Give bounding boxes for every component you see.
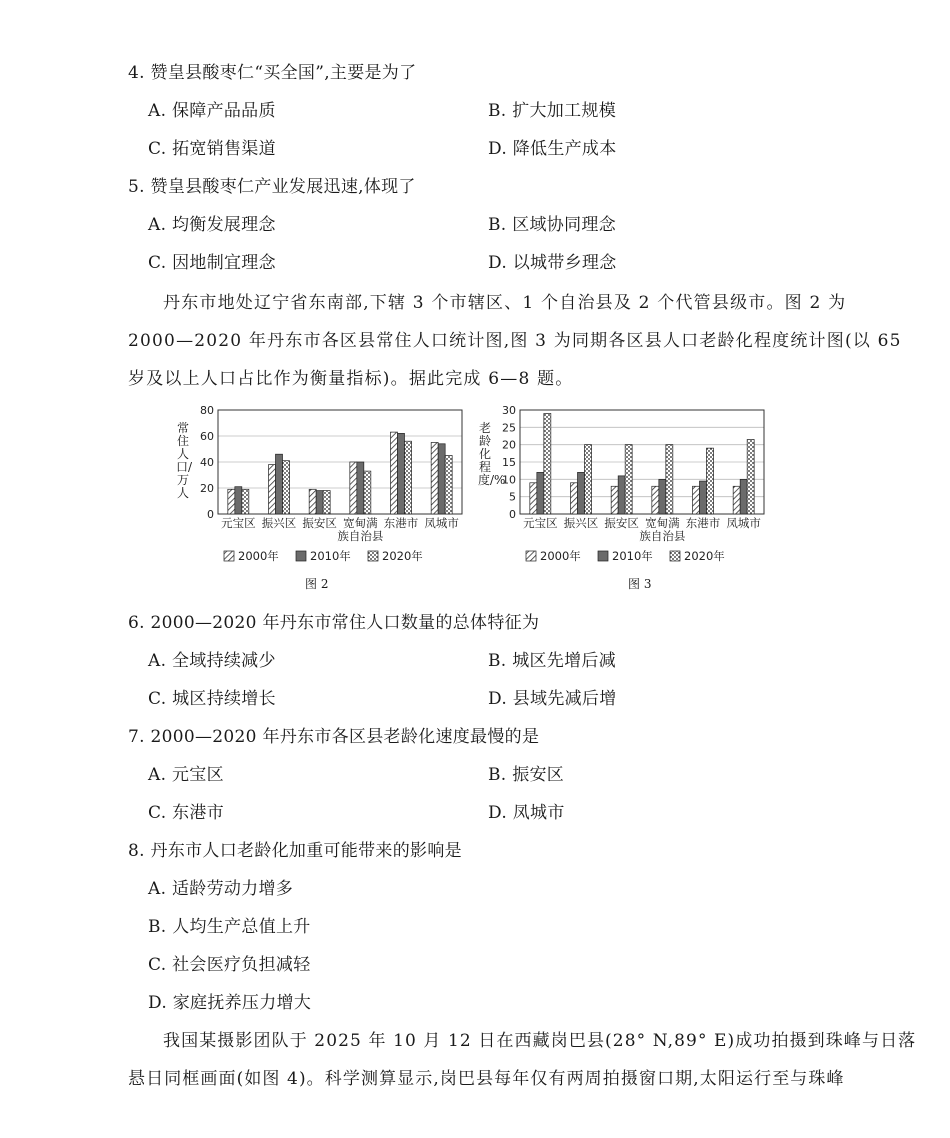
q8-option-a: A. 适龄劳动力增多 [148, 879, 294, 899]
outro-line-2: 悬日同框画面(如图 4)。科学测算显示,岗巴县每年仅有两周拍摄窗口期,太阳运行至与珠峰 [128, 1069, 845, 1089]
bar-dotted-2020 [283, 461, 290, 514]
q6-option-b: B. 城区先增后减 [488, 651, 616, 671]
bar-solid-2010 [700, 481, 707, 514]
y-tick-label: 20 [502, 438, 516, 452]
x-tick-label: 族自治县 [337, 529, 384, 543]
aging-chart-svg [472, 398, 772, 573]
legend-label: 2010年 [310, 549, 351, 563]
bar-dotted-2020 [323, 491, 330, 514]
bar-dotted-2020 [625, 445, 632, 514]
bar-solid-2010 [316, 491, 323, 514]
q7-option-c: C. 东港市 [148, 803, 225, 823]
question-5-stem: 5. 赞皇县酸枣仁产业发展迅速,体现了 [128, 177, 416, 197]
q4-option-c: C. 拓宽销售渠道 [148, 139, 276, 159]
intro-line-1: 丹东市地处辽宁省东南部,下辖 3 个市辖区、1 个自治县及 2 个代管县级市。图 2 为 [163, 293, 847, 313]
bar-hatch-2000 [391, 432, 398, 514]
q7-option-b: B. 振安区 [488, 765, 565, 785]
x-tick-label: 振兴区 [563, 516, 599, 530]
q6-option-d: D. 县域先减后增 [488, 689, 617, 709]
y-tick-label: 25 [502, 421, 516, 435]
bar-hatch-2000 [611, 486, 618, 514]
bar-dotted-2020 [585, 445, 592, 514]
q8-option-d: D. 家庭抚养压力增大 [148, 993, 312, 1013]
legend-label: 2020年 [684, 549, 725, 563]
bar-solid-2010 [537, 472, 544, 514]
intro-line-2: 2000—2020 年丹东市各区县常住人口统计图,图 3 为同期各区县人口老龄化程度统计图(以 65 [128, 331, 902, 351]
x-tick-label: 元宝区 [221, 516, 256, 530]
bar-solid-2010 [740, 479, 747, 514]
bar-hatch-2000 [309, 489, 316, 514]
q4-option-b: B. 扩大加工规模 [488, 101, 616, 121]
legend-swatch-hatch-2000 [526, 551, 536, 561]
y-tick-label: 5 [509, 490, 516, 504]
aging-chart-ylabel: 老龄化程度/% [478, 421, 506, 487]
bar-hatch-2000 [693, 486, 700, 514]
aging-chart [472, 398, 772, 573]
bar-hatch-2000 [652, 486, 659, 514]
y-tick-label: 0 [207, 508, 214, 521]
bar-dotted-2020 [707, 448, 714, 514]
figure-3-label: 图 3 [628, 577, 652, 591]
x-tick-label: 宽甸满 [645, 516, 680, 530]
bar-solid-2010 [357, 462, 364, 514]
bar-hatch-2000 [530, 483, 537, 514]
question-7-stem: 7. 2000—2020 年丹东市各区县老龄化速度最慢的是 [128, 727, 540, 747]
q7-option-d: D. 凤城市 [488, 803, 565, 823]
question-4-stem: 4. 赞皇县酸枣仁“买全国”,主要是为了 [128, 63, 417, 83]
legend-label: 2000年 [540, 549, 581, 563]
q8-option-c: C. 社会医疗负担减轻 [148, 955, 311, 975]
x-tick-label: 凤城市 [726, 516, 761, 530]
legend-swatch-solid-2010 [598, 551, 608, 561]
bar-hatch-2000 [431, 443, 438, 515]
q4-option-a: A. 保障产品品质 [148, 101, 276, 121]
x-tick-label: 元宝区 [523, 516, 558, 530]
q8-option-b: B. 人均生产总值上升 [148, 917, 311, 937]
q5-option-b: B. 区域协同理念 [488, 215, 616, 235]
x-tick-label: 振兴区 [261, 516, 297, 530]
bar-solid-2010 [438, 444, 445, 514]
bar-hatch-2000 [228, 489, 235, 514]
legend-label: 2020年 [382, 549, 423, 563]
x-tick-label: 东港市 [685, 516, 721, 530]
bar-hatch-2000 [350, 462, 357, 514]
q4-option-d: D. 降低生产成本 [488, 139, 617, 159]
bar-solid-2010 [618, 476, 625, 514]
population-chart-ylabel: 常住人口/万人 [176, 421, 193, 500]
y-tick-label: 10 [502, 473, 516, 487]
population-chart-svg [170, 398, 470, 573]
bar-solid-2010 [235, 487, 242, 514]
y-tick-label: 60 [200, 430, 214, 443]
bar-solid-2010 [659, 479, 666, 514]
x-tick-label: 族自治县 [639, 529, 686, 543]
y-tick-label: 0 [509, 508, 516, 521]
q5-option-c: C. 因地制宜理念 [148, 253, 276, 273]
bar-dotted-2020 [544, 413, 551, 514]
x-tick-label: 振安区 [302, 516, 337, 530]
bar-hatch-2000 [733, 486, 740, 514]
q6-option-a: A. 全域持续减少 [148, 651, 276, 671]
intro-line-3: 岁及以上人口占比作为衡量指标)。据此完成 6—8 题。 [128, 369, 574, 389]
bar-dotted-2020 [242, 489, 249, 514]
question-6-stem: 6. 2000—2020 年丹东市常住人口数量的总体特征为 [128, 613, 540, 633]
y-tick-label: 20 [200, 482, 214, 495]
bar-hatch-2000 [269, 465, 276, 514]
x-tick-label: 振安区 [604, 516, 639, 530]
x-tick-label: 东港市 [383, 516, 419, 530]
y-tick-label: 80 [200, 404, 214, 417]
question-8-stem: 8. 丹东市人口老龄化加重可能带来的影响是 [128, 841, 462, 861]
legend-swatch-hatch-2000 [224, 551, 234, 561]
bar-dotted-2020 [445, 456, 452, 515]
bar-solid-2010 [578, 472, 585, 514]
bar-dotted-2020 [405, 441, 412, 514]
bar-solid-2010 [398, 433, 405, 514]
legend-label: 2000年 [238, 549, 279, 563]
figure-2-label: 图 2 [305, 577, 329, 591]
legend-label: 2010年 [612, 549, 653, 563]
legend-swatch-solid-2010 [296, 551, 306, 561]
population-chart [170, 398, 470, 573]
q5-option-d: D. 以城带乡理念 [488, 253, 617, 273]
y-tick-label: 40 [200, 456, 214, 469]
x-tick-label: 宽甸满 [343, 516, 378, 530]
x-tick-label: 凤城市 [424, 516, 459, 530]
bar-dotted-2020 [364, 471, 371, 514]
q5-option-a: A. 均衡发展理念 [148, 215, 276, 235]
q6-option-c: C. 城区持续增长 [148, 689, 276, 709]
legend-swatch-dotted-2020 [670, 551, 680, 561]
y-tick-label: 30 [502, 404, 516, 417]
bar-solid-2010 [276, 454, 283, 514]
bar-dotted-2020 [747, 439, 754, 514]
bar-hatch-2000 [571, 483, 578, 514]
q7-option-a: A. 元宝区 [148, 765, 224, 785]
bar-dotted-2020 [666, 445, 673, 514]
outro-line-1: 我国某摄影团队于 2025 年 10 月 12 日在西藏岗巴县(28° N,89° E)成功拍摄到珠峰与日落 [163, 1031, 917, 1051]
y-tick-label: 15 [502, 456, 516, 469]
legend-swatch-dotted-2020 [368, 551, 378, 561]
